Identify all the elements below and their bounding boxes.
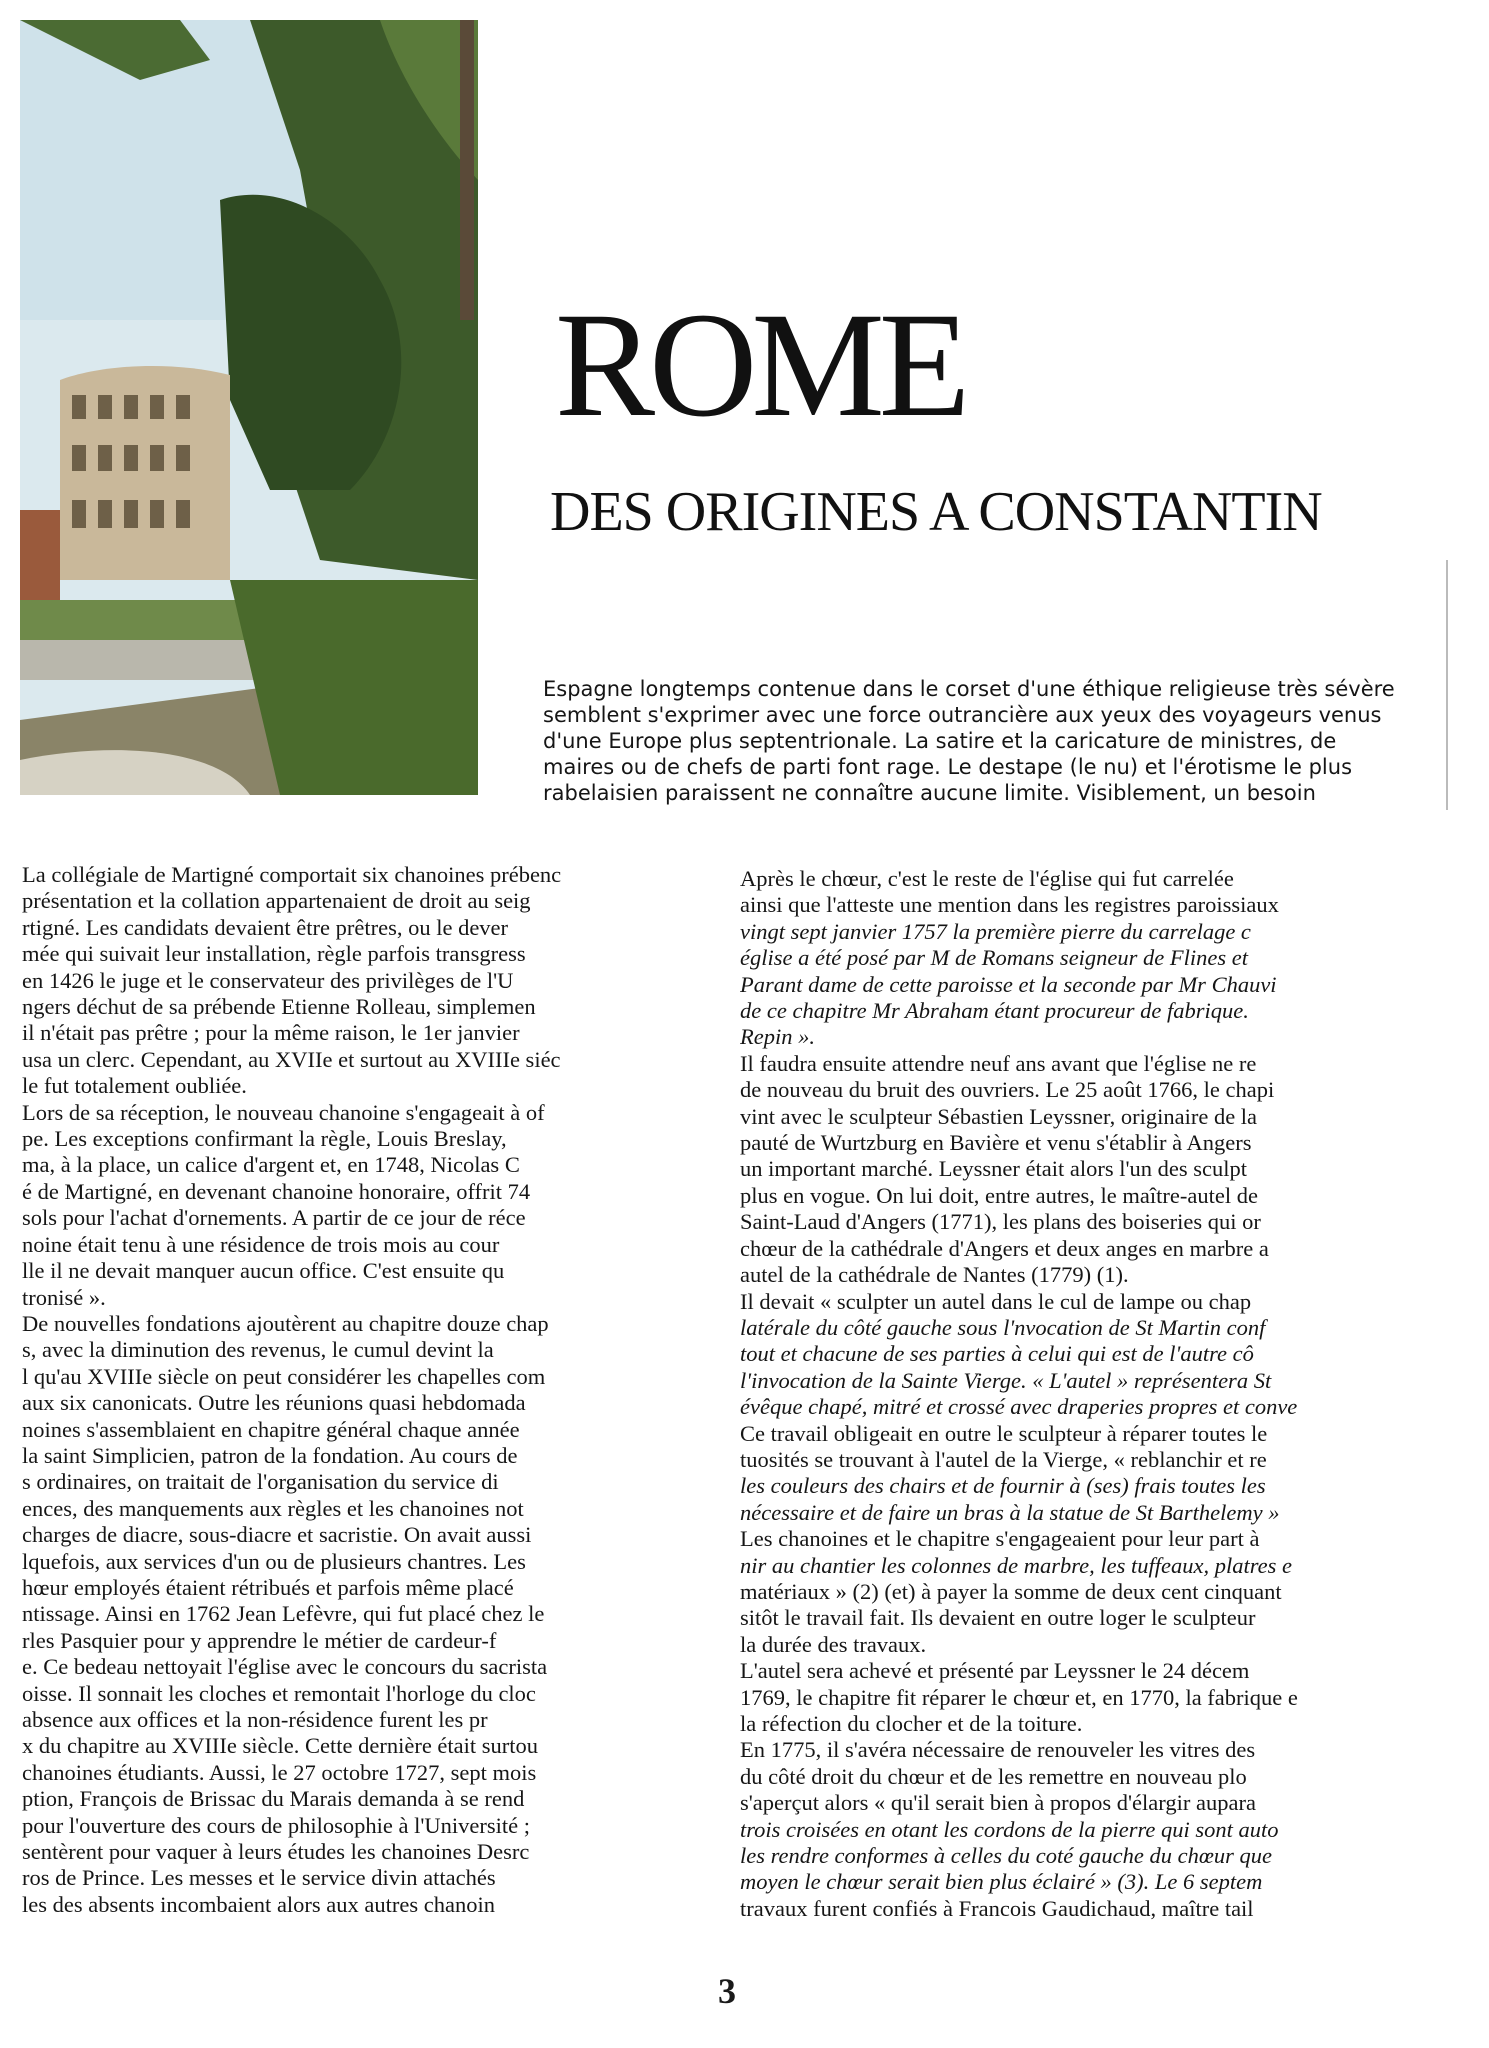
text-line: Il devait « sculpter un autel dans le cul de lampe ou chap [740, 1288, 1252, 1314]
text-line: les rendre conformes à celles du coté gauche du chœur que [740, 1843, 1272, 1869]
text-line: en 1426 le juge et le conservateur des privilèges de l'U [22, 967, 514, 993]
intro-line: Espagne longtemps contenue dans le corset d'une éthique religieuse très sévère [543, 677, 1395, 701]
intro-line: semblent s'exprimer avec une force outrancière aux yeux des voyageurs venus [543, 703, 1382, 727]
title-main: ROME [555, 282, 965, 448]
text-line: présentation et la collation appartenaient de droit au seig [22, 888, 531, 914]
text-line: Lors de sa réception, le nouveau chanoine s'engageait à of [22, 1099, 545, 1125]
text-line: travaux furent confiés à Francois Gaudichaud, maître tail [740, 1895, 1254, 1921]
text-line: pe. Les exceptions confirmant la règle, Louis Breslay, [22, 1126, 507, 1152]
text-line: plus en vogue. On lui doit, entre autres, le maître-autel de [740, 1182, 1258, 1208]
text-line: trois croisées en otant les cordons de la pierre qui sont auto [740, 1816, 1279, 1842]
text-line: s, avec la diminution des revenus, le cumul devint la [22, 1337, 494, 1363]
text-line: é de Martigné, en devenant chanoine honoraire, offrit 74 [22, 1178, 531, 1204]
text-line: lquefois, aux services d'un ou de plusieurs chantres. Les [22, 1548, 526, 1574]
text-line: Saint-Laud d'Angers (1771), les plans des boiseries qui or [740, 1209, 1261, 1235]
text-line: Les chanoines et le chapitre s'engageaient pour leur part à [740, 1526, 1260, 1552]
text-line: vint avec le sculpteur Sébastien Leyssner, originaire de la [740, 1103, 1258, 1129]
text-line: hœur employés étaient rétribués et parfois même placé [22, 1574, 514, 1600]
text-line: noines s'assemblaient en chapitre général chaque année [22, 1416, 520, 1442]
text-line: chœur de la cathédrale d'Angers et deux anges en marbre a [740, 1235, 1269, 1261]
text-line: la réfection du clocher et de la toiture. [740, 1711, 1083, 1736]
text-line: absence aux offices et la non-résidence furent les pr [22, 1707, 488, 1732]
text-line: la saint Simplicien, patron de la fondation. Au cours de [22, 1442, 518, 1468]
text-line: Ce travail obligeait en outre le sculpteur à réparer toutes le [740, 1420, 1268, 1446]
intro-line: d'une Europe plus septentrionale. La satire et la caricature de ministres, de [543, 729, 1337, 753]
text-line: sentèrent pour vaquer à leurs études les chanoines Desrc [22, 1839, 530, 1865]
text-line: le fut totalement oubliée. [22, 1073, 247, 1099]
text-line: pauté de Wurtzburg en Bavière et venu s'établir à Angers [740, 1130, 1252, 1156]
text-line: En 1775, il s'avéra nécessaire de renouveler les vitres des [740, 1737, 1256, 1763]
text-line: e. Ce bedeau nettoyait l'église avec le concours du sacrista [22, 1654, 548, 1680]
text-line: ntissage. Ainsi en 1762 Jean Lefèvre, qui fut placé chez le [22, 1601, 545, 1627]
text-line: autel de la cathédrale de Nantes (1779) (1). [740, 1262, 1129, 1288]
text-line: 1769, le chapitre fit réparer le chœur et, en 1770, la fabrique e [740, 1684, 1298, 1710]
intro-text [543, 676, 1443, 806]
text-line: tronisé ». [22, 1284, 106, 1310]
text-line: église a été posé par M de Romans seigneur de Flines et [740, 945, 1249, 971]
text-line: sols pour l'achat d'ornements. A partir de ce jour de réce [22, 1205, 526, 1231]
text-line: évêque chapé, mitré et crossé avec draperies propres et conve [740, 1394, 1298, 1420]
text-line: ros de Prince. Les messes et le service divin attachés [22, 1865, 496, 1891]
text-line: Parant dame de cette paroisse et la seconde par Mr Chauvi [740, 971, 1277, 997]
text-line: Repin ». [740, 1024, 815, 1050]
text-line: mée qui suivait leur installation, règle parfois transgress [22, 941, 526, 967]
text-line: l qu'au XVIIIe siècle on peut considérer les chapelles com [22, 1363, 546, 1389]
text-line: usa un clerc. Cependant, au XVIIe et surtout au XVIIIe siéc [22, 1046, 561, 1072]
intro-line: maires ou de chefs de parti font rage. Le destape (le nu) et l'érotisme le plus [543, 755, 1353, 779]
text-line: un important marché. Leyssner était alors l'un des sculpt [740, 1156, 1248, 1182]
text-line: L'autel sera achevé et présenté par Leyssner le 24 décem [740, 1658, 1250, 1684]
text-line: ngers déchut de sa prébende Etienne Rolleau, simplemen [22, 994, 536, 1020]
text-line: ma, à la place, un calice d'argent et, en 1748, Nicolas C [22, 1152, 520, 1178]
text-line: ainsi que l'atteste une mention dans les registres paroissiaux [740, 892, 1279, 918]
text-line: les couleurs des chairs et de fournir à (ses) frais toutes les [740, 1473, 1266, 1499]
text-line: tuosités se trouvant à l'autel de la Vierge, « reblanchir et re [740, 1446, 1267, 1472]
text-line: La collégiale de Martigné comportait six chanoines prébenc [22, 862, 562, 887]
text-line: chanoines étudiants. Aussi, le 27 octobre 1727, sept mois [22, 1759, 537, 1785]
text-line: nécessaire et de faire un bras à la statue de St Barthelemy » [740, 1499, 1280, 1525]
text-line: charges de diacre, sous-diacre et sacristie. On avait aussi [22, 1522, 532, 1548]
colosseum-photo [20, 20, 478, 795]
text-line: sitôt le travail fait. Ils devaient en outre loger le sculpteur [740, 1605, 1256, 1631]
column-rule [1446, 560, 1448, 810]
text-line: aux six canonicats. Outre les réunions quasi hebdomada [22, 1390, 526, 1416]
text-line: rles Pasquier pour y apprendre le métier de cardeur-f [22, 1627, 497, 1653]
text-line: rtigné. Les candidats devaient être prêtres, ou le dever [22, 914, 509, 940]
text-line: matériaux » (2) (et) à payer la somme de deux cent cinquant [740, 1578, 1282, 1604]
text-line: les des absents incombaient alors aux autres chanoin [22, 1891, 495, 1917]
text-line: s'aperçut alors « qu'il serait bien à propos d'élargir aupara [740, 1790, 1256, 1816]
title-subtitle: DES ORIGINES A CONSTANTIN [550, 481, 1322, 543]
text-line: de nouveau du bruit des ouvriers. Le 25 août 1766, le chapi [740, 1077, 1275, 1103]
text-line: latérale du côté gauche sous l'nvocation de St Martin conf [740, 1314, 1266, 1340]
text-line: ences, des manquements aux règles et les chanoines not [22, 1495, 524, 1521]
text-line: de ce chapitre Mr Abraham étant procureur de fabrique. [740, 998, 1249, 1024]
text-line: lle il ne devait manquer aucun office. C'est ensuite qu [22, 1258, 505, 1284]
text-line: vingt sept janvier 1757 la première pierre du carrelage c [740, 918, 1251, 944]
intro-line: rabelaisien paraissent ne connaître aucune limite. Visiblement, un besoin [543, 781, 1316, 805]
text-line: De nouvelles fondations ajoutèrent au chapitre douze chap [22, 1310, 549, 1336]
page-number: 3 [718, 1971, 736, 2011]
left-column [22, 862, 677, 1918]
text-line: oisse. Il sonnait les cloches et remontait l'horloge du cloc [22, 1680, 536, 1706]
text-line: x du chapitre au XVIIIe siècle. Cette dernière était surtou [22, 1733, 539, 1759]
text-line: Il faudra ensuite attendre neuf ans avant que l'église ne re [740, 1050, 1257, 1076]
text-line: il n'était pas prêtre ; pour la même raison, le 1er janvier [22, 1020, 520, 1046]
text-line: nir au chantier les colonnes de marbre, les tuffeaux, platres e [740, 1552, 1292, 1578]
text-line: s ordinaires, on traitait de l'organisation du service di [22, 1469, 499, 1495]
text-line: la durée des travaux. [740, 1631, 927, 1657]
text-line: pour l'ouverture des cours de philosophie à l'Université ; [22, 1812, 530, 1838]
text-line: noine était tenu à une résidence de trois mois au cour [22, 1231, 500, 1257]
text-line: tout et chacune de ses parties à celui qui est de l'autre cô [740, 1341, 1254, 1367]
text-line: l'invocation de la Sainte Vierge. « L'autel » représentera St [740, 1367, 1272, 1393]
text-line: Après le chœur, c'est le reste de l'église qui fut carrelée [740, 866, 1234, 891]
text-line: du côté droit du chœur et de les remettre en nouveau plo [740, 1763, 1247, 1789]
right-column [740, 866, 1442, 1922]
text-line: ption, François de Brissac du Marais demanda à se rend [22, 1786, 525, 1812]
text-line: moyen le chœur serait bien plus éclairé » (3). Le 6 septem [740, 1869, 1263, 1895]
